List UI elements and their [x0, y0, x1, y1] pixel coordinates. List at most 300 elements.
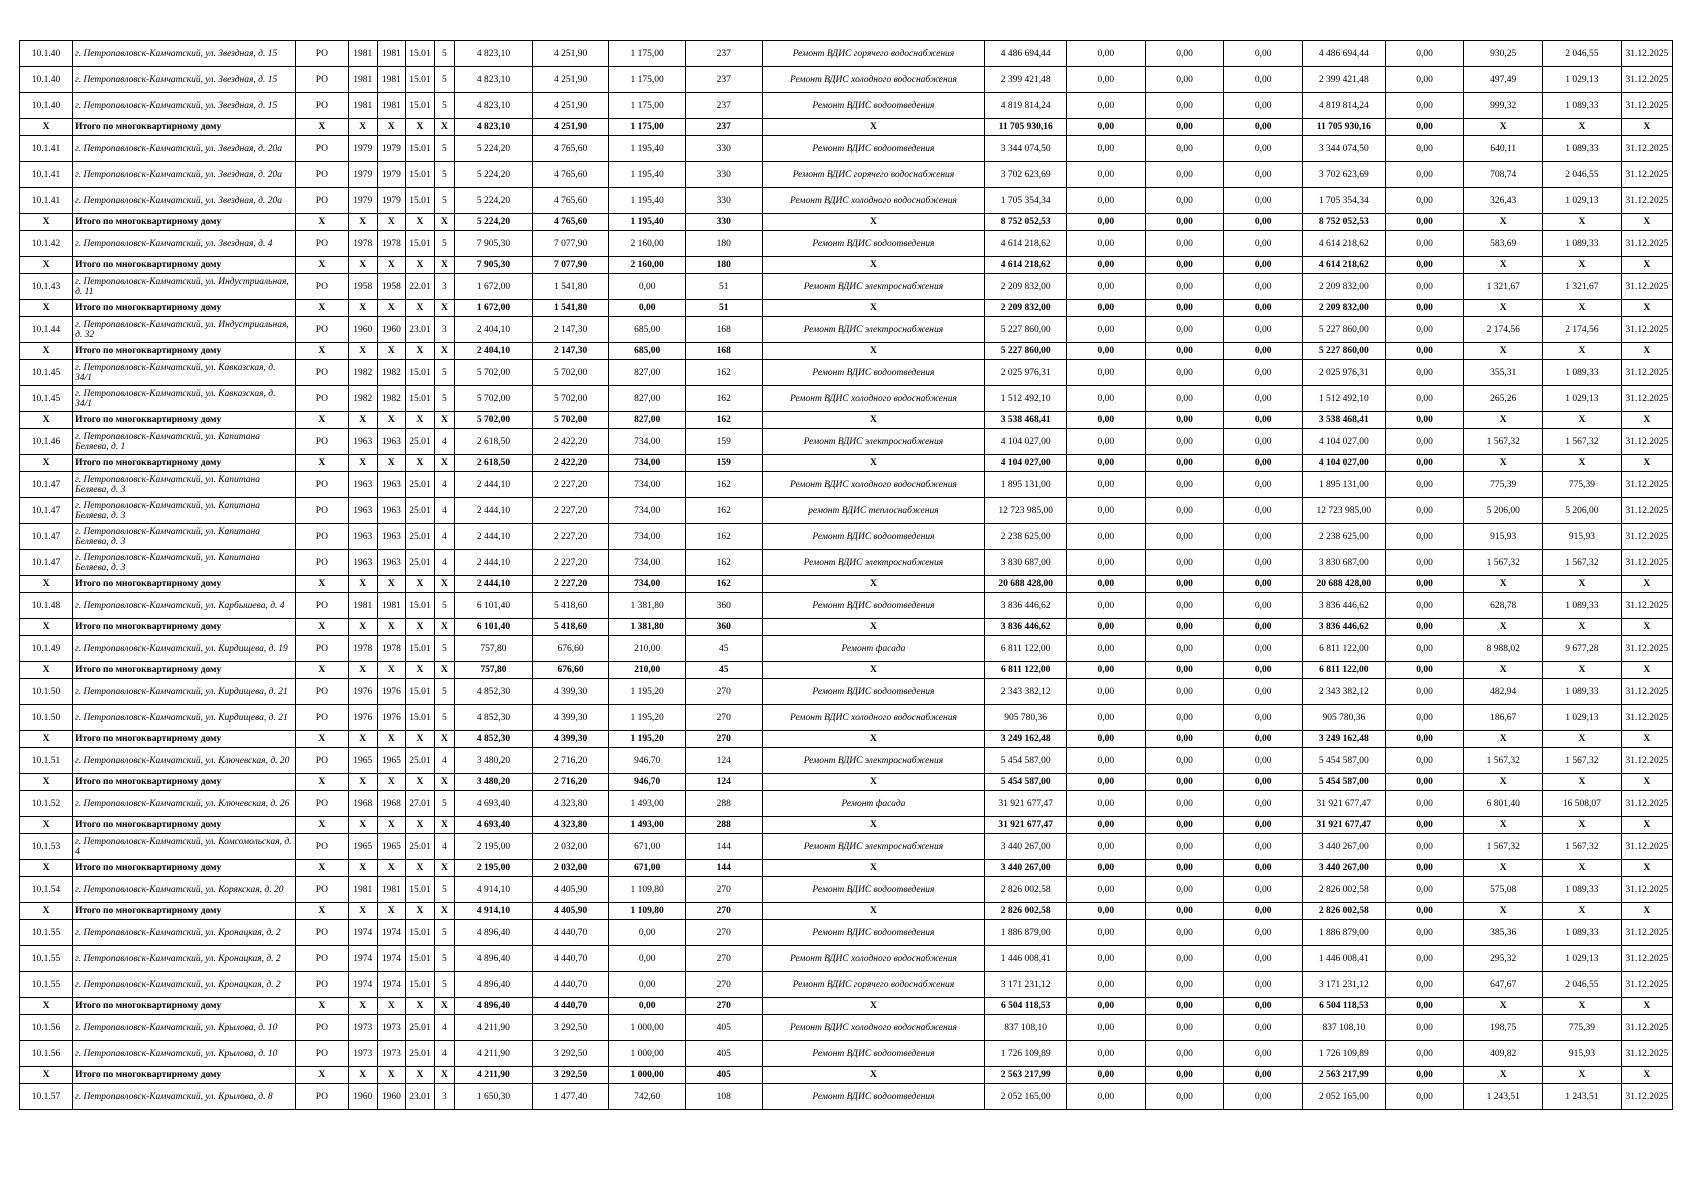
cell-residential-area: 2 032,00 — [532, 860, 609, 877]
cell-work-type: Ремонт ВДИС водоотведения — [762, 877, 985, 903]
cell-year-built: 1976 — [348, 705, 377, 731]
cell-federal-funds: 0,00 — [1067, 877, 1146, 903]
cell-common-area: 734,00 — [609, 429, 686, 455]
cell-federal-funds: 0,00 — [1067, 791, 1146, 817]
cell-residents: 237 — [685, 93, 762, 119]
cell-municipal-funds: 0,00 — [1224, 162, 1303, 188]
cell-max-cost-per-sqm: 1 029,13 — [1543, 705, 1622, 731]
cell-cost-per-sqm: X — [1464, 903, 1543, 920]
cell-residents: 270 — [685, 731, 762, 748]
table-row — [20, 41, 1673, 67]
cell-residential-area: 2 032,00 — [532, 834, 609, 860]
cell-regional-funds: 0,00 — [1145, 1041, 1224, 1067]
cell-year-built: 1981 — [348, 93, 377, 119]
cell-common-area: 0,00 — [609, 274, 686, 300]
cell-regional-funds: 0,00 — [1145, 679, 1224, 705]
cell-work-type: Ремонт ВДИС водоотведения — [762, 679, 985, 705]
cell-address: г. Петропавловск-Камчатский, ул. Звездная, д. 20а — [73, 188, 296, 214]
cell-federal-funds: 0,00 — [1067, 550, 1146, 576]
cell-max-cost-per-sqm: X — [1543, 257, 1622, 274]
cell-total-cost: 11 705 930,16 — [985, 119, 1067, 136]
cell-total-area: 6 101,40 — [455, 593, 533, 619]
cell-municipal-funds: 0,00 — [1224, 1067, 1303, 1084]
cell-year-commissioned: X — [377, 774, 406, 791]
cell-wall-material: X — [406, 455, 435, 472]
cell-residents: 162 — [685, 550, 762, 576]
cell-cost-per-sqm: 708,74 — [1464, 162, 1543, 188]
cell-cost-per-sqm: 1 567,32 — [1464, 429, 1543, 455]
cell-address: г. Петропавловск-Камчатский, ул. Капитана Беляева, д. 3 — [73, 472, 296, 498]
cell-completion-date: 31.12.2025 — [1621, 524, 1672, 550]
cell-item-number: X — [20, 774, 73, 791]
cell-residents: 330 — [685, 188, 762, 214]
cell-other-funds: 0,00 — [1385, 834, 1464, 860]
cell-item-number: 10.1.42 — [20, 231, 73, 257]
cell-address: Итого по многоквартирному дому — [73, 774, 296, 791]
cell-completion-date: X — [1621, 257, 1672, 274]
cell-owner-funds: 4 486 694,44 — [1302, 41, 1385, 67]
cell-other-funds: 0,00 — [1385, 550, 1464, 576]
cell-program-type: РО — [295, 748, 348, 774]
total-row — [20, 903, 1673, 920]
cell-municipal-funds: 0,00 — [1224, 860, 1303, 877]
cell-federal-funds: 0,00 — [1067, 429, 1146, 455]
cell-regional-funds: 0,00 — [1145, 817, 1224, 834]
cell-completion-date: 31.12.2025 — [1621, 67, 1672, 93]
cell-federal-funds: 0,00 — [1067, 1015, 1146, 1041]
cell-year-built: 1963 — [348, 498, 377, 524]
table-row — [20, 231, 1673, 257]
cell-total-cost: 1 512 492,10 — [985, 386, 1067, 412]
cell-residents: 270 — [685, 679, 762, 705]
cell-regional-funds: 0,00 — [1145, 877, 1224, 903]
cell-floors: 5 — [434, 360, 454, 386]
cell-common-area: 1 109,80 — [609, 877, 686, 903]
cell-program-type: X — [295, 860, 348, 877]
cell-regional-funds: 0,00 — [1145, 93, 1224, 119]
cell-regional-funds: 0,00 — [1145, 619, 1224, 636]
cell-address: г. Петропавловск-Камчатский, ул. Комсомольская, д. 4 — [73, 834, 296, 860]
cell-floors: X — [434, 300, 454, 317]
cell-cost-per-sqm: 1 567,32 — [1464, 834, 1543, 860]
cell-owner-funds: 1 446 008,41 — [1302, 946, 1385, 972]
cell-floors: X — [434, 412, 454, 429]
cell-max-cost-per-sqm: X — [1543, 998, 1622, 1015]
cell-program-type: РО — [295, 429, 348, 455]
cell-total-area: 1 672,00 — [455, 274, 533, 300]
cell-total-area: 4 823,10 — [455, 67, 533, 93]
cell-total-area: 7 905,30 — [455, 257, 533, 274]
cell-total-area: 4 914,10 — [455, 877, 533, 903]
cell-wall-material: 25.01 — [406, 834, 435, 860]
cell-other-funds: 0,00 — [1385, 498, 1464, 524]
cell-cost-per-sqm: 999,32 — [1464, 93, 1543, 119]
cell-floors: 5 — [434, 636, 454, 662]
cell-municipal-funds: 0,00 — [1224, 119, 1303, 136]
table-row — [20, 791, 1673, 817]
cell-federal-funds: 0,00 — [1067, 524, 1146, 550]
cell-year-commissioned: 1979 — [377, 188, 406, 214]
table-row — [20, 550, 1673, 576]
cell-floors: 5 — [434, 972, 454, 998]
cell-max-cost-per-sqm: 2 046,55 — [1543, 41, 1622, 67]
cell-year-built: X — [348, 731, 377, 748]
cell-total-cost: 905 780,36 — [985, 705, 1067, 731]
total-row — [20, 343, 1673, 360]
cell-completion-date: 31.12.2025 — [1621, 705, 1672, 731]
cell-year-built: X — [348, 576, 377, 593]
cell-year-built: 1982 — [348, 386, 377, 412]
cell-address: г. Петропавловск-Камчатский, ул. Ключевская, д. 20 — [73, 748, 296, 774]
cell-federal-funds: 0,00 — [1067, 593, 1146, 619]
cell-work-type: Ремонт ВДИС холодного водоснабжения — [762, 386, 985, 412]
cell-year-built: 1973 — [348, 1041, 377, 1067]
cell-item-number: 10.1.56 — [20, 1041, 73, 1067]
cell-cost-per-sqm: 583,69 — [1464, 231, 1543, 257]
cell-work-type: X — [762, 343, 985, 360]
cell-max-cost-per-sqm: X — [1543, 903, 1622, 920]
cell-item-number: X — [20, 455, 73, 472]
cell-work-type: X — [762, 731, 985, 748]
cell-cost-per-sqm: X — [1464, 998, 1543, 1015]
cell-address: Итого по многоквартирному дому — [73, 412, 296, 429]
cell-max-cost-per-sqm: X — [1543, 214, 1622, 231]
cell-other-funds: 0,00 — [1385, 1067, 1464, 1084]
cell-wall-material: 15.01 — [406, 946, 435, 972]
cell-total-cost: 2 052 165,00 — [985, 1084, 1067, 1110]
cell-floors: 4 — [434, 429, 454, 455]
cell-common-area: 946,70 — [609, 774, 686, 791]
cell-regional-funds: 0,00 — [1145, 903, 1224, 920]
cell-residential-area: 2 422,20 — [532, 429, 609, 455]
cell-total-area: 5 702,00 — [455, 360, 533, 386]
cell-residents: 360 — [685, 619, 762, 636]
cell-completion-date: 31.12.2025 — [1621, 41, 1672, 67]
cell-total-cost: 6 504 118,53 — [985, 998, 1067, 1015]
cell-completion-date: X — [1621, 412, 1672, 429]
cell-item-number: 10.1.44 — [20, 317, 73, 343]
cell-completion-date: X — [1621, 860, 1672, 877]
cell-wall-material: X — [406, 343, 435, 360]
cell-total-cost: 12 723 985,00 — [985, 498, 1067, 524]
cell-other-funds: 0,00 — [1385, 343, 1464, 360]
cell-wall-material: 15.01 — [406, 679, 435, 705]
cell-year-commissioned: 1982 — [377, 386, 406, 412]
cell-year-built: 1960 — [348, 317, 377, 343]
cell-cost-per-sqm: X — [1464, 257, 1543, 274]
cell-max-cost-per-sqm: 915,93 — [1543, 1041, 1622, 1067]
cell-regional-funds: 0,00 — [1145, 748, 1224, 774]
cell-common-area: 1 493,00 — [609, 817, 686, 834]
cell-wall-material: X — [406, 903, 435, 920]
cell-address: г. Петропавловск-Камчатский, ул. Крылова, д. 10 — [73, 1015, 296, 1041]
cell-regional-funds: 0,00 — [1145, 67, 1224, 93]
cell-municipal-funds: 0,00 — [1224, 472, 1303, 498]
cell-residents: 360 — [685, 593, 762, 619]
table-row — [20, 877, 1673, 903]
cell-federal-funds: 0,00 — [1067, 817, 1146, 834]
cell-regional-funds: 0,00 — [1145, 593, 1224, 619]
cell-wall-material: 15.01 — [406, 162, 435, 188]
cell-year-built: X — [348, 1067, 377, 1084]
cell-total-area: 5 702,00 — [455, 412, 533, 429]
cell-residents: 51 — [685, 300, 762, 317]
cell-cost-per-sqm: X — [1464, 817, 1543, 834]
cell-address: Итого по многоквартирному дому — [73, 998, 296, 1015]
cell-floors: 4 — [434, 498, 454, 524]
cell-address: г. Петропавловск-Камчатский, ул. Карбышева, д. 4 — [73, 593, 296, 619]
cell-regional-funds: 0,00 — [1145, 317, 1224, 343]
cell-total-area: 2 618,50 — [455, 429, 533, 455]
cell-residents: 405 — [685, 1041, 762, 1067]
cell-common-area: 1 195,20 — [609, 731, 686, 748]
cell-residents: 270 — [685, 920, 762, 946]
cell-year-built: 1979 — [348, 136, 377, 162]
cell-common-area: 827,00 — [609, 412, 686, 429]
cell-completion-date: 31.12.2025 — [1621, 188, 1672, 214]
cell-floors: 4 — [434, 834, 454, 860]
cell-federal-funds: 0,00 — [1067, 136, 1146, 162]
cell-common-area: 1 195,40 — [609, 214, 686, 231]
cell-owner-funds: 3 538 468,41 — [1302, 412, 1385, 429]
cell-total-cost: 20 688 428,00 — [985, 576, 1067, 593]
cell-address: г. Петропавловск-Камчатский, ул. Корякская, д. 20 — [73, 877, 296, 903]
cell-owner-funds: 2 052 165,00 — [1302, 1084, 1385, 1110]
cell-wall-material: 25.01 — [406, 1041, 435, 1067]
cell-wall-material: X — [406, 576, 435, 593]
cell-max-cost-per-sqm: 1 089,33 — [1543, 920, 1622, 946]
cell-program-type: X — [295, 214, 348, 231]
cell-total-cost: 4 104 027,00 — [985, 455, 1067, 472]
cell-item-number: X — [20, 731, 73, 748]
cell-total-area: 4 852,30 — [455, 679, 533, 705]
cell-municipal-funds: 0,00 — [1224, 188, 1303, 214]
cell-regional-funds: 0,00 — [1145, 705, 1224, 731]
cell-year-commissioned: X — [377, 257, 406, 274]
cell-owner-funds: 1 726 109,89 — [1302, 1041, 1385, 1067]
cell-program-type: X — [295, 817, 348, 834]
cell-year-commissioned: 1963 — [377, 498, 406, 524]
cell-floors: X — [434, 257, 454, 274]
cell-total-cost: 2 563 217,99 — [985, 1067, 1067, 1084]
cell-municipal-funds: 0,00 — [1224, 817, 1303, 834]
cell-item-number: X — [20, 214, 73, 231]
cell-federal-funds: 0,00 — [1067, 300, 1146, 317]
cell-max-cost-per-sqm: 1 089,33 — [1543, 231, 1622, 257]
cell-other-funds: 0,00 — [1385, 524, 1464, 550]
cell-item-number: 10.1.53 — [20, 834, 73, 860]
cell-wall-material: X — [406, 619, 435, 636]
cell-owner-funds: 3 344 074,50 — [1302, 136, 1385, 162]
cell-wall-material: 15.01 — [406, 636, 435, 662]
cell-cost-per-sqm: 497,49 — [1464, 67, 1543, 93]
cell-federal-funds: 0,00 — [1067, 67, 1146, 93]
cell-common-area: 734,00 — [609, 524, 686, 550]
cell-common-area: 734,00 — [609, 472, 686, 498]
cell-wall-material: 27.01 — [406, 791, 435, 817]
cell-residential-area: 2 227,20 — [532, 576, 609, 593]
cell-work-type: Ремонт ВДИС водоотведения — [762, 593, 985, 619]
cell-year-commissioned: 1973 — [377, 1041, 406, 1067]
cell-year-built: 1981 — [348, 41, 377, 67]
cell-completion-date: 31.12.2025 — [1621, 136, 1672, 162]
cell-municipal-funds: 0,00 — [1224, 774, 1303, 791]
cell-year-built: 1968 — [348, 791, 377, 817]
cell-cost-per-sqm: 1 567,32 — [1464, 550, 1543, 576]
cell-total-area: 2 444,10 — [455, 498, 533, 524]
cell-total-cost: 4 486 694,44 — [985, 41, 1067, 67]
cell-regional-funds: 0,00 — [1145, 1015, 1224, 1041]
cell-federal-funds: 0,00 — [1067, 748, 1146, 774]
cell-residents: 162 — [685, 360, 762, 386]
cell-total-cost: 1 886 879,00 — [985, 920, 1067, 946]
cell-federal-funds: 0,00 — [1067, 1084, 1146, 1110]
cell-program-type: РО — [295, 472, 348, 498]
cell-floors: 5 — [434, 877, 454, 903]
table-row — [20, 593, 1673, 619]
cell-completion-date: X — [1621, 576, 1672, 593]
cell-wall-material: 15.01 — [406, 93, 435, 119]
cell-year-built: 1978 — [348, 636, 377, 662]
cell-max-cost-per-sqm: X — [1543, 731, 1622, 748]
cell-wall-material: X — [406, 119, 435, 136]
cell-max-cost-per-sqm: 1 089,33 — [1543, 93, 1622, 119]
cell-work-type: Ремонт ВДИС холодного водоснабжения — [762, 1015, 985, 1041]
cell-address: г. Петропавловск-Камчатский, ул. Кирдищева, д. 21 — [73, 705, 296, 731]
cell-residents: 270 — [685, 705, 762, 731]
cell-owner-funds: 2 826 002,58 — [1302, 877, 1385, 903]
cell-program-type: РО — [295, 1084, 348, 1110]
cell-address: Итого по многоквартирному дому — [73, 455, 296, 472]
cell-common-area: 671,00 — [609, 860, 686, 877]
cell-program-type: РО — [295, 360, 348, 386]
cell-total-area: 7 905,30 — [455, 231, 533, 257]
cell-federal-funds: 0,00 — [1067, 119, 1146, 136]
cell-year-commissioned: 1981 — [377, 93, 406, 119]
cell-max-cost-per-sqm: 775,39 — [1543, 1015, 1622, 1041]
cell-program-type: РО — [295, 636, 348, 662]
cell-max-cost-per-sqm: 1 089,33 — [1543, 679, 1622, 705]
cell-completion-date: 31.12.2025 — [1621, 679, 1672, 705]
cell-other-funds: 0,00 — [1385, 731, 1464, 748]
total-row — [20, 1067, 1673, 1084]
cell-municipal-funds: 0,00 — [1224, 576, 1303, 593]
cell-regional-funds: 0,00 — [1145, 920, 1224, 946]
cell-total-cost: 4 614 218,62 — [985, 231, 1067, 257]
table-row — [20, 636, 1673, 662]
cell-completion-date: 31.12.2025 — [1621, 920, 1672, 946]
cell-owner-funds: 2 025 976,31 — [1302, 360, 1385, 386]
cell-residents: 270 — [685, 946, 762, 972]
cell-completion-date: X — [1621, 662, 1672, 679]
cell-federal-funds: 0,00 — [1067, 576, 1146, 593]
cell-wall-material: 25.01 — [406, 550, 435, 576]
cell-address: г. Петропавловск-Камчатский, ул. Индустриальная, д. 32 — [73, 317, 296, 343]
table-row — [20, 1015, 1673, 1041]
total-row — [20, 119, 1673, 136]
cell-address: Итого по многоквартирному дому — [73, 119, 296, 136]
cell-residential-area: 5 702,00 — [532, 360, 609, 386]
cell-work-type: Ремонт ВДИС водоотведения — [762, 920, 985, 946]
cell-federal-funds: 0,00 — [1067, 774, 1146, 791]
cell-municipal-funds: 0,00 — [1224, 791, 1303, 817]
cell-max-cost-per-sqm: 9 677,28 — [1543, 636, 1622, 662]
cell-residential-area: 3 292,50 — [532, 1041, 609, 1067]
cell-total-area: 4 896,40 — [455, 998, 533, 1015]
cell-year-commissioned: 1982 — [377, 360, 406, 386]
cell-work-type: X — [762, 257, 985, 274]
cell-year-built: 1958 — [348, 274, 377, 300]
cell-year-built: X — [348, 343, 377, 360]
cell-regional-funds: 0,00 — [1145, 231, 1224, 257]
cell-max-cost-per-sqm: 2 046,55 — [1543, 162, 1622, 188]
cell-max-cost-per-sqm: X — [1543, 619, 1622, 636]
cell-other-funds: 0,00 — [1385, 412, 1464, 429]
cell-residents: 270 — [685, 877, 762, 903]
cell-wall-material: 25.01 — [406, 748, 435, 774]
cell-cost-per-sqm: 6 801,40 — [1464, 791, 1543, 817]
cell-wall-material: X — [406, 774, 435, 791]
cell-year-built: 1963 — [348, 429, 377, 455]
cell-residential-area: 1 541,80 — [532, 274, 609, 300]
cell-common-area: 1 000,00 — [609, 1041, 686, 1067]
cell-owner-funds: 905 780,36 — [1302, 705, 1385, 731]
cell-completion-date: 31.12.2025 — [1621, 877, 1672, 903]
cell-other-funds: 0,00 — [1385, 472, 1464, 498]
cell-wall-material: X — [406, 214, 435, 231]
cell-other-funds: 0,00 — [1385, 317, 1464, 343]
cell-regional-funds: 0,00 — [1145, 498, 1224, 524]
cell-residential-area: 4 765,60 — [532, 188, 609, 214]
cell-municipal-funds: 0,00 — [1224, 93, 1303, 119]
cell-year-built: 1982 — [348, 360, 377, 386]
cell-common-area: 1 109,80 — [609, 903, 686, 920]
cell-completion-date: 31.12.2025 — [1621, 550, 1672, 576]
cell-work-type: X — [762, 903, 985, 920]
cell-regional-funds: 0,00 — [1145, 386, 1224, 412]
repair-program-sheet — [19, 40, 1673, 1110]
cell-total-cost: 3 830 687,00 — [985, 550, 1067, 576]
cell-residents: 270 — [685, 972, 762, 998]
cell-max-cost-per-sqm: X — [1543, 662, 1622, 679]
cell-item-number: 10.1.43 — [20, 274, 73, 300]
cell-other-funds: 0,00 — [1385, 1015, 1464, 1041]
cell-address: г. Петропавловск-Камчатский, ул. Звездная, д. 20а — [73, 136, 296, 162]
cell-total-area: 3 480,20 — [455, 774, 533, 791]
cell-item-number: 10.1.50 — [20, 705, 73, 731]
cell-common-area: 671,00 — [609, 834, 686, 860]
cell-federal-funds: 0,00 — [1067, 317, 1146, 343]
cell-address: Итого по многоквартирному дому — [73, 343, 296, 360]
table-row — [20, 920, 1673, 946]
cell-total-area: 4 823,10 — [455, 93, 533, 119]
cell-work-type: X — [762, 860, 985, 877]
cell-federal-funds: 0,00 — [1067, 360, 1146, 386]
cell-program-type: РО — [295, 498, 348, 524]
cell-other-funds: 0,00 — [1385, 662, 1464, 679]
cell-program-type: РО — [295, 41, 348, 67]
cell-total-area: 4 896,40 — [455, 946, 533, 972]
cell-common-area: 210,00 — [609, 662, 686, 679]
cell-item-number: 10.1.47 — [20, 498, 73, 524]
cell-year-built: 1979 — [348, 188, 377, 214]
cell-cost-per-sqm: X — [1464, 774, 1543, 791]
cell-cost-per-sqm: 930,25 — [1464, 41, 1543, 67]
cell-address: г. Петропавловск-Камчатский, ул. Кавказская, д. 34/1 — [73, 386, 296, 412]
cell-federal-funds: 0,00 — [1067, 619, 1146, 636]
cell-municipal-funds: 0,00 — [1224, 274, 1303, 300]
cell-max-cost-per-sqm: 1 029,13 — [1543, 188, 1622, 214]
